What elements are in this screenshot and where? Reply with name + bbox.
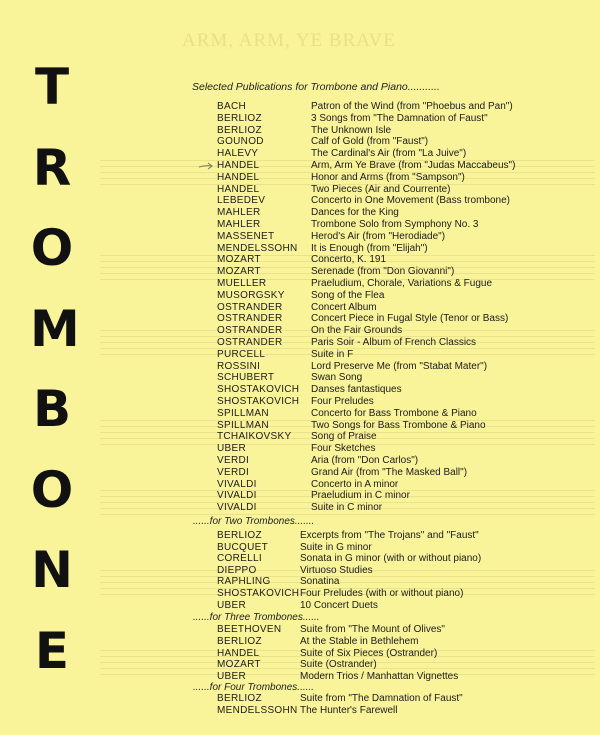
publication-row — [0, 349, 600, 361]
publication-row — [0, 302, 600, 314]
publication-row — [0, 636, 600, 648]
work-title: Virtuoso Studies — [300, 564, 373, 576]
publication-row — [0, 231, 600, 243]
work-title: Dances for the King — [311, 207, 399, 219]
publication-row — [0, 443, 600, 455]
publication-row — [0, 325, 600, 337]
composer-name: OSTRANDER — [217, 337, 283, 348]
composer-name: BERLIOZ — [217, 635, 262, 647]
composer-name: SPILLMAN — [217, 419, 269, 431]
publication-row — [0, 396, 600, 408]
work-title: Song of the Flea — [311, 289, 385, 301]
composer-name: RAPHLING — [217, 576, 271, 588]
publication-row — [0, 467, 600, 479]
publication-row — [0, 553, 600, 565]
bleed-through-title: ARM, ARM, YE BRAVE — [182, 30, 396, 51]
work-title: Suite from "The Damnation of Faust" — [300, 693, 463, 704]
composer-name: BERLIOZ — [217, 112, 262, 124]
composer-name: TCHAIKOVSKY — [217, 431, 292, 443]
work-title: Danses fantastiques — [311, 384, 402, 396]
work-title: Four Sketches — [311, 443, 376, 455]
work-title: Concerto in A minor — [311, 478, 399, 490]
composer-name: DIEPPO — [217, 564, 257, 576]
vertical-letter: N — [31, 541, 73, 599]
composer-name: VIVALDI — [217, 502, 257, 514]
composer-name: HANDEL — [217, 160, 260, 171]
composer-name: VIVALDI — [217, 478, 257, 490]
work-title: The Cardinal's Air (from "La Juive") — [311, 148, 467, 160]
work-title: Concert Album — [311, 301, 377, 313]
work-title: Praeludium, Chorale, Variations & Fugue — [311, 278, 493, 289]
publication-row — [0, 125, 600, 137]
composer-name: LEBEDEV — [217, 195, 266, 207]
work-title: Grand Air (from "The Masked Ball") — [311, 466, 468, 478]
catalog-heading: Selected Publications for Trombone and Piano........... — [192, 81, 440, 93]
composer-name: MENDELSSOHN — [217, 704, 298, 716]
publication-row — [0, 254, 600, 266]
composer-name: MOZART — [217, 254, 261, 266]
composer-name: SHOSTAKOVICH — [217, 396, 300, 407]
work-title: Lord Preserve Me (from "Stabat Mater") — [311, 360, 488, 372]
publication-row — [0, 530, 600, 542]
work-title: Honor and Arms (from "Sampson") — [311, 171, 465, 183]
composer-name: HANDEL — [217, 647, 260, 659]
composer-name: VERDI — [217, 466, 250, 478]
composer-name: SCHUBERT — [217, 372, 275, 384]
publication-row — [0, 266, 600, 278]
composer-name: MOZART — [217, 659, 261, 671]
publication-row — [0, 479, 600, 491]
work-title: The Unknown Isle — [311, 124, 392, 136]
work-title: Sonata in G minor (with or without piano) — [300, 553, 482, 565]
composer-name: ROSSINI — [217, 360, 261, 372]
work-title: Concerto for Bass Trombone & Piano — [311, 407, 477, 419]
composer-name: HANDEL — [217, 171, 260, 183]
composer-name: SPILLMAN — [217, 407, 269, 419]
publication-row — [0, 172, 600, 184]
vertical-letter: O — [30, 219, 74, 277]
composer-name: MENDELSSOHN — [217, 242, 298, 254]
vertical-letter: B — [32, 380, 72, 438]
composer-name: MUELLER — [217, 278, 267, 289]
composer-name: UBER — [217, 599, 246, 611]
work-title: Praeludium in C minor — [311, 490, 410, 502]
composer-name: UBER — [217, 671, 246, 683]
publication-row — [0, 361, 600, 373]
work-title: Concert Piece in Fugal Style (Tenor or Bass) — [311, 313, 509, 325]
work-title: Calf of Gold (from "Faust") — [311, 136, 429, 148]
composer-name: BEETHOVEN — [217, 624, 282, 635]
vertical-letter: O — [30, 460, 74, 519]
publication-row — [0, 243, 600, 255]
vertical-letter: R — [32, 138, 72, 197]
composer-name: OSTRANDER — [217, 313, 283, 325]
work-title: At the Stable in Bethlehem — [300, 635, 419, 647]
work-title: 10 Concert Duets — [300, 599, 378, 611]
publication-row — [0, 565, 600, 577]
composer-name: BERLIOZ — [217, 530, 262, 541]
publication-row — [0, 502, 600, 514]
publication-row — [0, 693, 600, 705]
work-title: Excerpts from "The Trojans" and "Faust" — [300, 530, 479, 541]
work-title: Song of Praise — [311, 431, 377, 443]
work-title: Paris Soir - Album of French Classics — [311, 337, 477, 348]
work-title: The Hunter's Farewell — [300, 704, 398, 716]
publication-row — [0, 384, 600, 396]
publication-row — [0, 648, 600, 660]
publication-row — [0, 113, 600, 125]
work-title: Patron of the Wind (from "Phoebus and Pan") — [311, 101, 513, 112]
composer-name: HANDEL — [217, 183, 260, 195]
composer-name: MOZART — [217, 266, 261, 278]
work-title: Two Pieces (Air and Courrente) — [311, 183, 451, 195]
composer-name: SHOSTAKOVICH — [217, 384, 300, 396]
composer-name: MASSENET — [217, 230, 275, 242]
vertical-letter: E — [34, 621, 70, 680]
work-title: Sonatina — [300, 576, 340, 588]
publication-row — [0, 576, 600, 588]
composer-name: GOUNOD — [217, 136, 264, 148]
composer-name: MAHLER — [217, 219, 261, 230]
work-title: Trombone Solo from Symphony No. 3 — [311, 219, 479, 230]
composer-name: MAHLER — [217, 207, 261, 219]
vertical-letter: T — [34, 58, 70, 116]
publication-row — [0, 588, 600, 600]
work-title: Arm, Arm Ye Brave (from "Judas Maccabeus") — [311, 160, 516, 171]
composer-name: UBER — [217, 443, 246, 455]
work-title: Serenade (from "Don Giovanni") — [311, 266, 455, 278]
work-title: Four Preludes (with or without piano) — [300, 588, 464, 599]
work-title: Concerto in One Movement (Bass trombone) — [311, 195, 510, 207]
work-title: Suite in G minor — [300, 541, 372, 553]
work-title: Two Songs for Bass Trombone & Piano — [311, 419, 486, 431]
publication-row — [0, 490, 600, 502]
work-title: Suite of Six Pieces (Ostrander) — [300, 647, 438, 659]
publication-row — [0, 290, 600, 302]
work-title: Four Preludes — [311, 396, 374, 407]
publication-row — [0, 195, 600, 207]
work-title: Modern Trios / Manhattan Vignettes — [300, 671, 459, 683]
composer-name: BUCQUET — [217, 541, 268, 553]
publication-row — [0, 313, 600, 325]
composer-name: OSTRANDER — [217, 325, 283, 337]
publication-row — [0, 431, 600, 443]
section-heading-two-trombones: ......for Two Trombones....... — [193, 516, 315, 527]
composer-name: BACH — [217, 101, 246, 112]
publication-row — [0, 207, 600, 219]
publication-row — [0, 101, 600, 113]
section-heading-four-trombones: ......for Four Trombones...... — [193, 682, 314, 693]
publication-row — [0, 408, 600, 420]
composer-name: HALEVY — [217, 148, 259, 160]
publication-row — [0, 148, 600, 160]
section-heading-three-trombones: ......for Three Trombones...... — [193, 612, 320, 623]
publication-row — [0, 659, 600, 671]
composer-name: CORELLI — [217, 553, 262, 565]
composer-name: OSTRANDER — [217, 301, 283, 313]
publication-row — [0, 278, 600, 290]
publication-row — [0, 372, 600, 384]
work-title: It is Enough (from "Elijah") — [311, 242, 428, 254]
work-title: On the Fair Grounds — [311, 325, 403, 337]
work-title: Suite (Ostrander) — [300, 659, 377, 671]
publication-row — [0, 455, 600, 467]
publication-row — [0, 705, 600, 717]
composer-name: VIVALDI — [217, 490, 257, 502]
composer-name: VERDI — [217, 455, 250, 466]
work-title: 3 Songs from "The Damnation of Faust" — [311, 112, 488, 124]
publication-row — [0, 184, 600, 196]
composer-name: PURCELL — [217, 348, 266, 360]
publication-row — [0, 420, 600, 432]
vertical-letter: M — [30, 299, 80, 358]
composer-name: BERLIOZ — [217, 693, 262, 704]
work-title: Swan Song — [311, 372, 363, 384]
work-title: Suite from "The Mount of Olives" — [300, 624, 445, 635]
publication-row — [0, 219, 600, 231]
work-title: Suite in C minor — [311, 502, 383, 514]
work-title: Suite in F — [311, 348, 354, 360]
work-title: Herod's Air (from "Herodiade") — [311, 230, 446, 242]
work-title: Aria (from "Don Carlos") — [311, 455, 419, 466]
composer-name: BERLIOZ — [217, 124, 262, 136]
publication-row — [0, 337, 600, 349]
publication-row — [0, 136, 600, 148]
composer-name: MUSORGSKY — [217, 289, 285, 301]
work-title: Concerto, K. 191 — [311, 254, 387, 266]
publication-row — [0, 600, 600, 612]
publication-row — [0, 624, 600, 636]
publication-row — [0, 542, 600, 554]
publication-row — [0, 160, 600, 172]
composer-name: SHOSTAKOVICH — [217, 588, 300, 599]
